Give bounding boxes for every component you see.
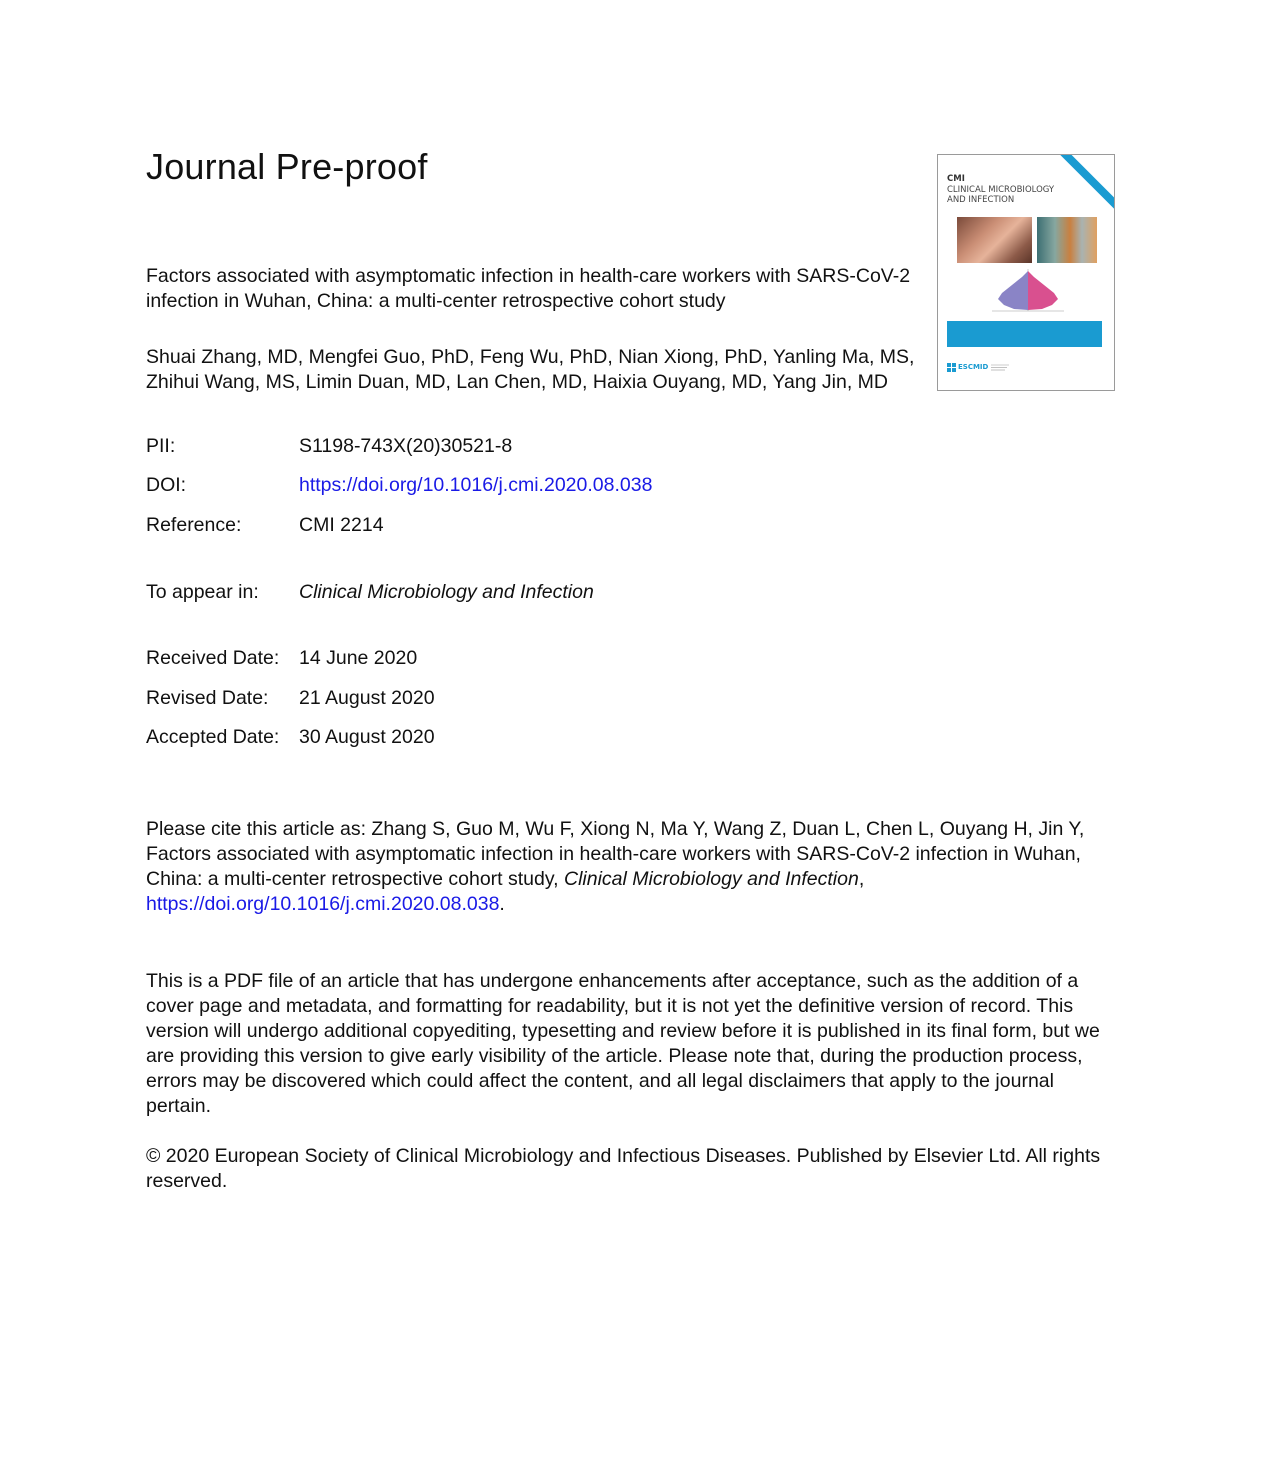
citation [146,817,1116,917]
pii-label: PII: [146,435,176,457]
doi-link[interactable]: https://doi.org/10.1016/j.cmi.2020.08.038 [299,474,653,496]
disclaimer: This is a PDF file of an article that has undergone enhancements after acceptance, such as the addition of a cover page and metadata, and formatting for readability, but it is not yet the definitive version of record. This version will undergo additional copyediting, typesetting and review before it is published in its final form, but we are providing this version to give early visibility of the article. Please note that, during the production process, errors may be discovered which could affect the content, and all legal disclaimers that apply to the journal pertain. [146,970,1100,1117]
pii-value: S1198-743X(20)30521-8 [299,435,513,457]
cover-publisher: ESCMID [958,363,989,371]
doi-label: DOI: [146,474,187,496]
revised-label: Revised Date: [146,687,269,709]
escmid-logo-icon [947,363,956,372]
journal-cover-image [937,154,1115,391]
author-list: Shuai Zhang, MD, Mengfei Guo, PhD, Feng Wu, PhD, Nian Xiong, PhD, Yanling Ma, MS, Zhihui Wang, MS, Limin Duan, MD, Lan Chen, MD, Haixia Ouyang, MD, Yang Jin, MD [146,346,915,393]
cover-journal-abbr: CMI [947,174,965,184]
copyright-notice: © 2020 European Society of Clinical Microbiology and Infectious Diseases. Published by Elsevier Ltd. All rights reserved. [146,1145,1101,1192]
cover-journal-name-line2: AND INFECTION [947,195,1015,205]
received-label: Received Date: [146,647,280,669]
journal-name: Clinical Microbiology and Infection [299,581,594,603]
accepted-label: Accepted Date: [146,726,280,748]
cover-photo-hands [957,217,1032,263]
citation-doi-link[interactable]: https://doi.org/10.1016/j.cmi.2020.08.038 [146,893,500,915]
citation-separator: , [858,868,865,890]
accepted-value: 30 August 2020 [299,726,435,748]
reference-value: CMI 2214 [299,514,384,536]
page-heading: Journal Pre-proof [146,146,428,187]
reference-label: Reference: [146,514,242,536]
citation-journal: Clinical Microbiology and Infection [563,868,859,890]
cover-pyramid-chart [988,267,1068,315]
cover-ribbon [1052,154,1115,217]
citation-end: . [499,893,505,915]
cover-publisher-subtext [991,363,1011,372]
cover-photo-lab [1037,217,1097,263]
citation-text: Please cite this article as: Zhang S, Guo M, Wu F, Xiong N, Ma Y, Wang Z, Duan L, Chen L, Ouyang H, Jin Y, Factors associated with asymptomatic infection in health-care workers with SARS-CoV-2 infection in Wuhan, China: a multi-center retrospective cohort study, [146,818,1085,890]
received-value: 14 June 2020 [299,647,418,669]
cover-journal-name-line1: CLINICAL MICROBIOLOGY [947,185,1055,195]
appear-label: To appear in: [146,581,259,603]
revised-value: 21 August 2020 [299,687,435,709]
article-title: Factors associated with asymptomatic infection in health-care workers with SARS-CoV-2 infection in Wuhan, China: a multi-center retrospective cohort study [146,265,911,312]
cover-band [947,321,1102,347]
